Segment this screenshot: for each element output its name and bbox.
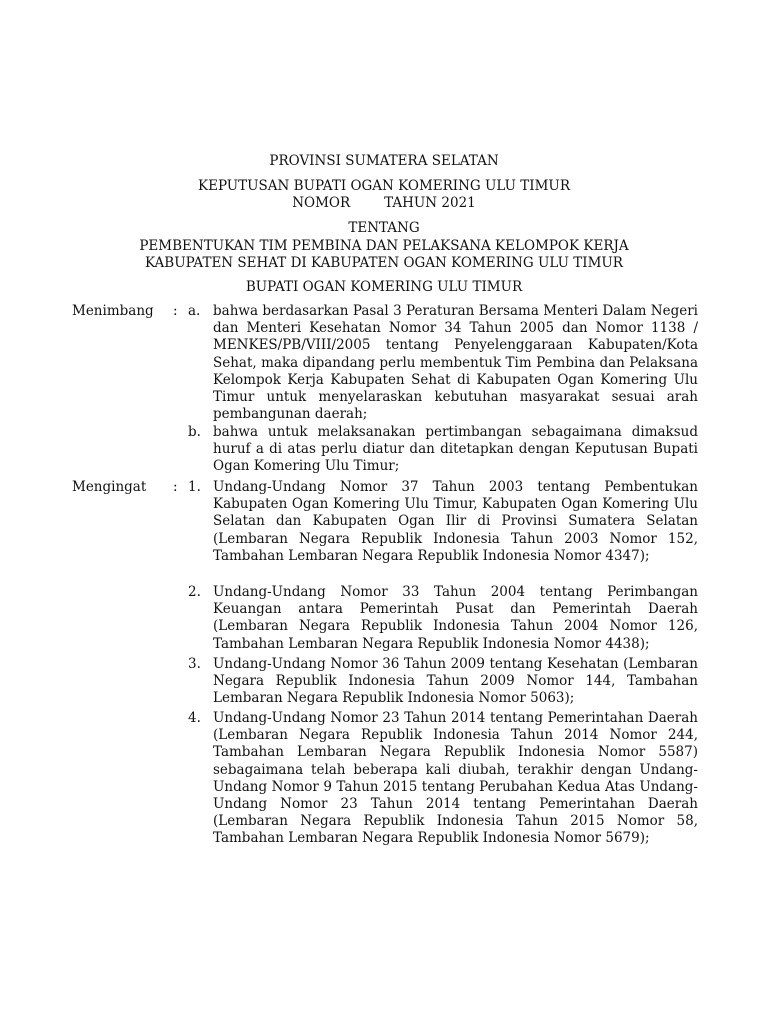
item-mark: 3. bbox=[188, 656, 201, 672]
item-mark: b. bbox=[188, 424, 201, 440]
province-heading: PROVINSI SUMATERA SELATAN bbox=[269, 153, 499, 169]
mengingat-label: Mengingat bbox=[72, 479, 147, 495]
mengingat-colon: : bbox=[173, 479, 178, 495]
item-text: Undang-Undang Nomor 33 Tahun 2004 tentang Perimbangan Keuangan antara Pemerintah Pusat dan Pemerintah Daerah (Lembaran Negara Republik Indonesia Tahun 2004 Nomor 126, Tambahan Lembaran Negara Republik Indonesia Nomor 4438); bbox=[213, 584, 698, 652]
decree-title: KEPUTUSAN BUPATI OGAN KOMERING ULU TIMUR bbox=[198, 178, 570, 194]
item-mark: a. bbox=[188, 303, 201, 319]
menimbang-label: Menimbang bbox=[72, 303, 154, 319]
item-text: bahwa untuk melaksanakan pertimbangan sebagaimana dimaksud huruf a di atas perlu diatur dan ditetapkan dengan Keputusan Bupati Ogan Komering Ulu Timur; bbox=[213, 424, 698, 475]
number-label: NOMOR bbox=[292, 195, 351, 211]
subject-line-1: PEMBENTUKAN TIM PEMBINA DAN PELAKSANA KELOMPOK KERJA bbox=[139, 238, 629, 254]
item-text: bahwa berdasarkan Pasal 3 Peraturan Bersama Menteri Dalam Negeri dan Menteri Kesehatan Nomor 34 Tahun 2005 dan Nomor 1138 / MENKES/PB/VIII/2005 tentang Penyelenggaraan Kabupaten/Kota Sehat, maka dipandang perlu membentuk Tim Pembina dan Pelaksana Kelompok Kerja Kabupaten Sehat di Kabupaten Ogan Komering Ulu Timur untuk menyelaraskan kebutuhan masyarakat sesuai arah pembangunan daerah; bbox=[213, 303, 698, 423]
issuer-heading: BUPATI OGAN KOMERING ULU TIMUR bbox=[245, 279, 523, 295]
item-text: Undang-Undang Nomor 36 Tahun 2009 tentang Kesehatan (Lembaran Negara Republik Indonesia Tahun 2009 Nomor 144, Tambahan Lembaran Negara Republik Indonesia Nomor 5063); bbox=[213, 656, 698, 707]
subject-line-2: KABUPATEN SEHAT DI KABUPATEN OGAN KOMERING ULU TIMUR bbox=[145, 255, 623, 271]
item-mark: 2. bbox=[188, 584, 201, 600]
year-label: TAHUN 2021 bbox=[384, 195, 476, 211]
menimbang-colon: : bbox=[173, 303, 178, 319]
item-text: Undang-Undang Nomor 37 Tahun 2003 tentang Pembentukan Kabupaten Ogan Komering Ulu Timur, Kabupaten Ogan Komering Ulu Selatan dan Kabupaten Ogan Ilir di Provinsi Sumatera Selatan (Lembaran Negara Republik Indonesia Tahun 2003 Nomor 152, Tambahan Lembaran Negara Republik Indonesia Nomor 4347); bbox=[213, 479, 698, 564]
about-heading: TENTANG bbox=[348, 220, 420, 236]
item-mark: 1. bbox=[188, 479, 201, 495]
item-mark: 4. bbox=[188, 710, 201, 726]
decree-number-line bbox=[0, 195, 768, 212]
item-text: Undang-Undang Nomor 23 Tahun 2014 tentang Pemerintahan Daerah (Lembaran Negara Republik Indonesia Tahun 2014 Nomor 244, Tambahan Lembaran Negara Republik Indonesia Nomor 5587) sebagaimana telah beberapa kali diubah, terakhir dengan Undang-Undang Nomor 9 Tahun 2015 tentang Perubahan Kedua Atas Undang-Undang Nomor 23 Tahun 2014 tentang Pemerintahan Daerah (Lembaran Negara Republik Indonesia Tahun 2015 Nomor 58, Tambahan Lembaran Negara Republik Indonesia Nomor 5679); bbox=[213, 710, 698, 847]
